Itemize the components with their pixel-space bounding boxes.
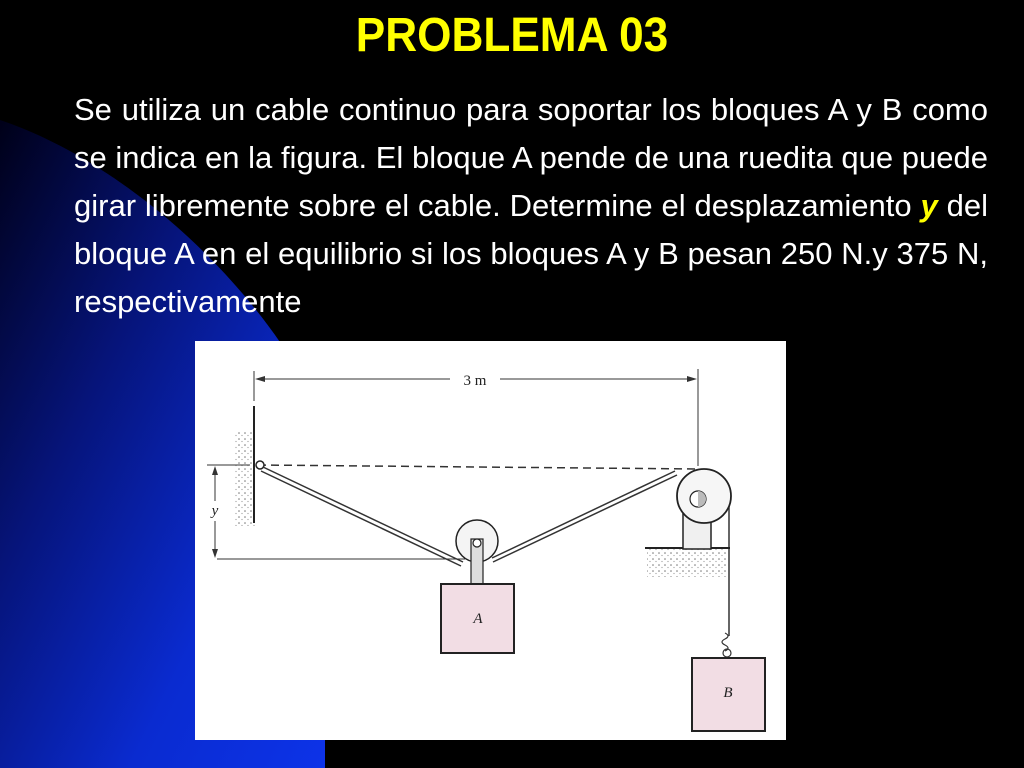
problem-statement	[74, 86, 988, 326]
hook-b	[722, 633, 731, 657]
pulley-b	[677, 469, 731, 523]
pulley-a	[456, 520, 498, 587]
problem-text-part1: Se utiliza un cable continuo para soportar los bloques A y B como se indica en la figura. El bloque A pende de una ruedita que puede girar libremente sobre el cable. Determine el desplazamiento	[74, 92, 988, 223]
reference-dashed-line	[258, 465, 698, 469]
problem-figure	[195, 341, 786, 740]
pulley-diagram	[195, 341, 786, 740]
variable-y: y	[920, 188, 938, 223]
slide-title: PROBLEMA 03	[355, 9, 669, 62]
problem-text-part2: del bloque A en el equilibrio si los bloques A y B pesan 250 N.y 375 N, respectivamente	[74, 188, 989, 319]
y-label: y	[211, 503, 219, 519]
wall-anchor	[256, 461, 264, 469]
left-wall	[235, 406, 255, 526]
dimension-label: 3 m	[463, 373, 487, 389]
block-b-label: B	[723, 685, 733, 701]
block-a-label: A	[473, 611, 483, 627]
